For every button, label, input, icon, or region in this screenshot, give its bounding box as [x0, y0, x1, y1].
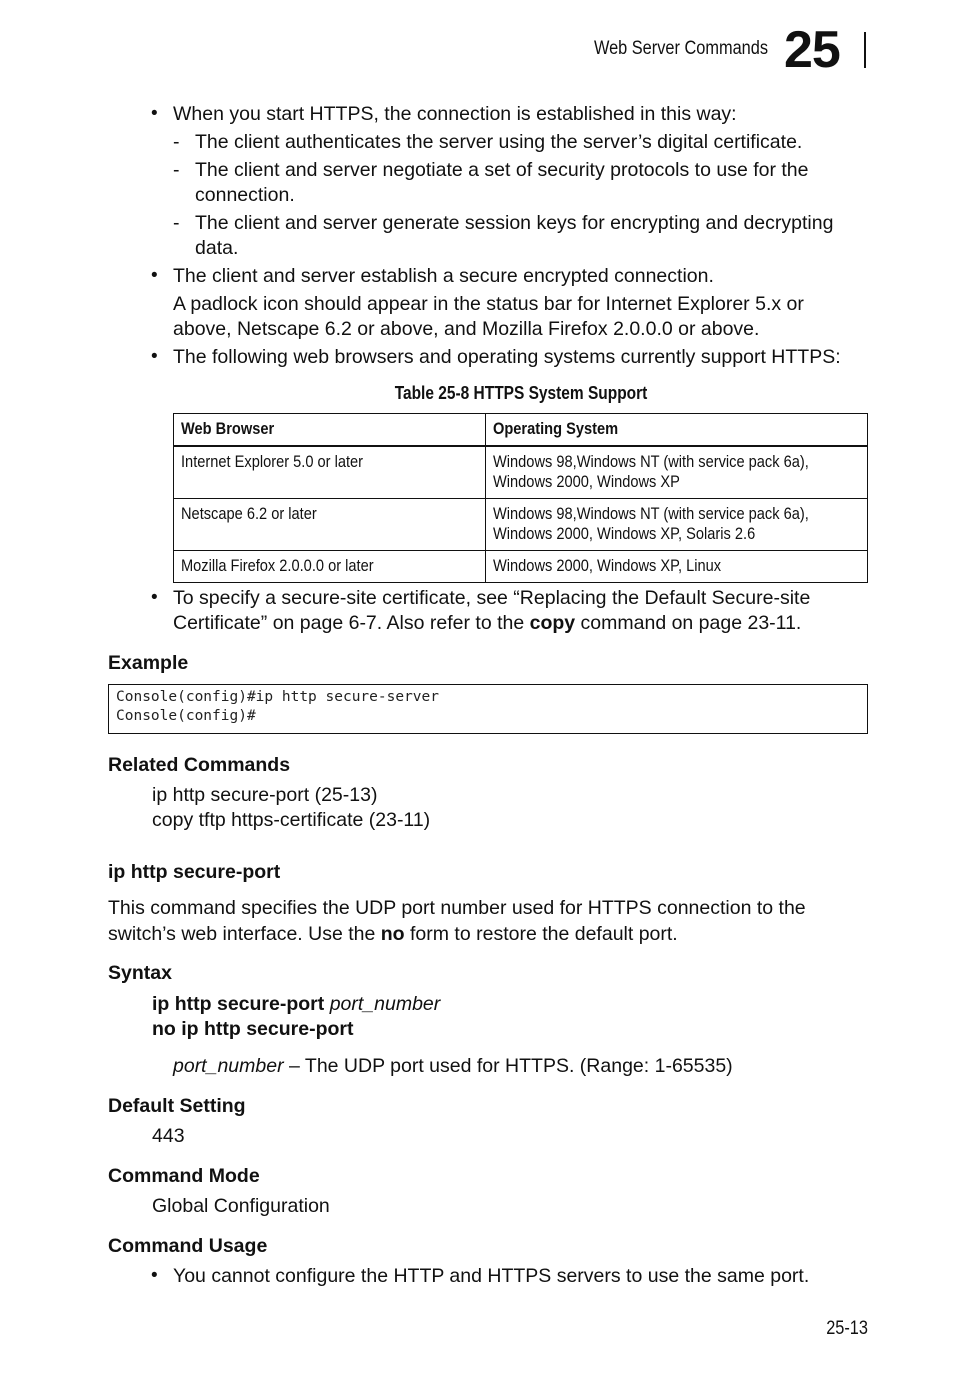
parameter-description: port_number – The UDP port used for HTTPS. (Range: 1-65535)	[173, 1055, 733, 1077]
command-ref: copy	[529, 612, 576, 634]
command-mode-value: Global Configuration	[152, 1195, 330, 1217]
example-heading: Example	[108, 652, 189, 674]
column-header: Web Browser	[174, 414, 486, 447]
bullet-text: The client and server establish a secure encrypted connection.	[173, 265, 714, 287]
command-description: This command specifies the UDP port number used for HTTPS connection to the	[108, 897, 806, 919]
chapter-number: 25	[784, 21, 840, 79]
bullet-icon: •	[151, 265, 158, 286]
default-setting-heading: Default Setting	[108, 1095, 246, 1117]
code-block	[108, 684, 868, 734]
table-cell: Windows 2000, Windows XP, Linux	[485, 551, 867, 583]
bullet-text: To specify a secure-site certificate, see “Replacing the Default Secure-site	[173, 587, 811, 609]
syntax-heading: Syntax	[108, 962, 172, 984]
command-usage-heading: Command Usage	[108, 1235, 268, 1257]
related-commands-heading: Related Commands	[108, 754, 291, 776]
table-row	[174, 551, 868, 583]
sub-bullet-text: The client and server negotiate a set of security protocols to use for the	[195, 159, 809, 181]
column-header: Operating System	[485, 414, 867, 447]
related-command-item: copy tftp https-certificate (23-11)	[152, 809, 431, 831]
table-header-row	[174, 414, 868, 447]
table-row	[174, 499, 868, 551]
section-title: Web Server Commands	[593, 38, 768, 59]
https-support-table	[173, 413, 868, 583]
page-number: 25-13	[826, 1318, 868, 1339]
header-divider	[864, 32, 866, 68]
bullet-icon: •	[151, 587, 158, 608]
command-mode-heading: Command Mode	[108, 1165, 260, 1187]
related-command-item: ip http secure-port (25-13)	[152, 784, 378, 806]
bullet-icon: •	[151, 346, 158, 367]
table-cell: Netscape 6.2 or later	[174, 499, 486, 551]
syntax-line: ip http secure-port port_number	[152, 993, 441, 1015]
table-cell: Windows 98,Windows NT (with service pack 6a), Windows 2000, Windows XP	[485, 446, 867, 499]
code-line: Console(config)#	[116, 708, 256, 724]
default-setting-value: 443	[152, 1125, 185, 1147]
bullet-text: You cannot configure the HTTP and HTTPS servers to use the same port.	[173, 1265, 810, 1287]
bullet-text: When you start HTTPS, the connection is established in this way:	[173, 103, 737, 125]
sub-bullet-text: data.	[195, 237, 239, 259]
table-cell: Mozilla Firefox 2.0.0.0 or later	[174, 551, 486, 583]
table-row	[174, 446, 868, 499]
table-cell: Internet Explorer 5.0 or later	[174, 446, 486, 499]
sub-bullet-text: The client and server generate session keys for encrypting and decrypting	[195, 212, 834, 234]
keyword-no: no	[380, 923, 405, 945]
dash-icon: -	[173, 212, 180, 234]
code-line: Console(config)#ip http secure-server	[116, 689, 440, 705]
table-cell: Windows 98,Windows NT (with service pack 6a), Windows 2000, Windows XP, Solaris 2.6	[485, 499, 867, 551]
bullet-text: The following web browsers and operating systems currently support HTTPS:	[173, 346, 841, 368]
command-title: ip http secure-port	[108, 861, 281, 883]
command-description: switch’s web interface. Use the no form to restore the default port.	[108, 923, 678, 945]
bullet-icon: •	[151, 1265, 158, 1286]
bullet-icon: •	[151, 103, 158, 124]
sub-bullet-text: The client authenticates the server using the server’s digital certificate.	[195, 131, 803, 153]
bullet-note: above, Netscape 6.2 or above, and Mozilla Firefox 2.0.0.0 or above.	[173, 318, 760, 340]
sub-bullet-text: connection.	[195, 184, 295, 206]
dash-icon: -	[173, 131, 180, 153]
table-caption: Table 25-8 HTTPS System Support	[394, 383, 648, 403]
dash-icon: -	[173, 159, 180, 181]
syntax-line: no ip http secure-port	[152, 1018, 354, 1040]
bullet-text: Certificate” on page 6-7. Also refer to the copy command on page 23-11.	[173, 612, 802, 634]
bullet-note: A padlock icon should appear in the status bar for Internet Explorer 5.x or	[173, 293, 804, 315]
